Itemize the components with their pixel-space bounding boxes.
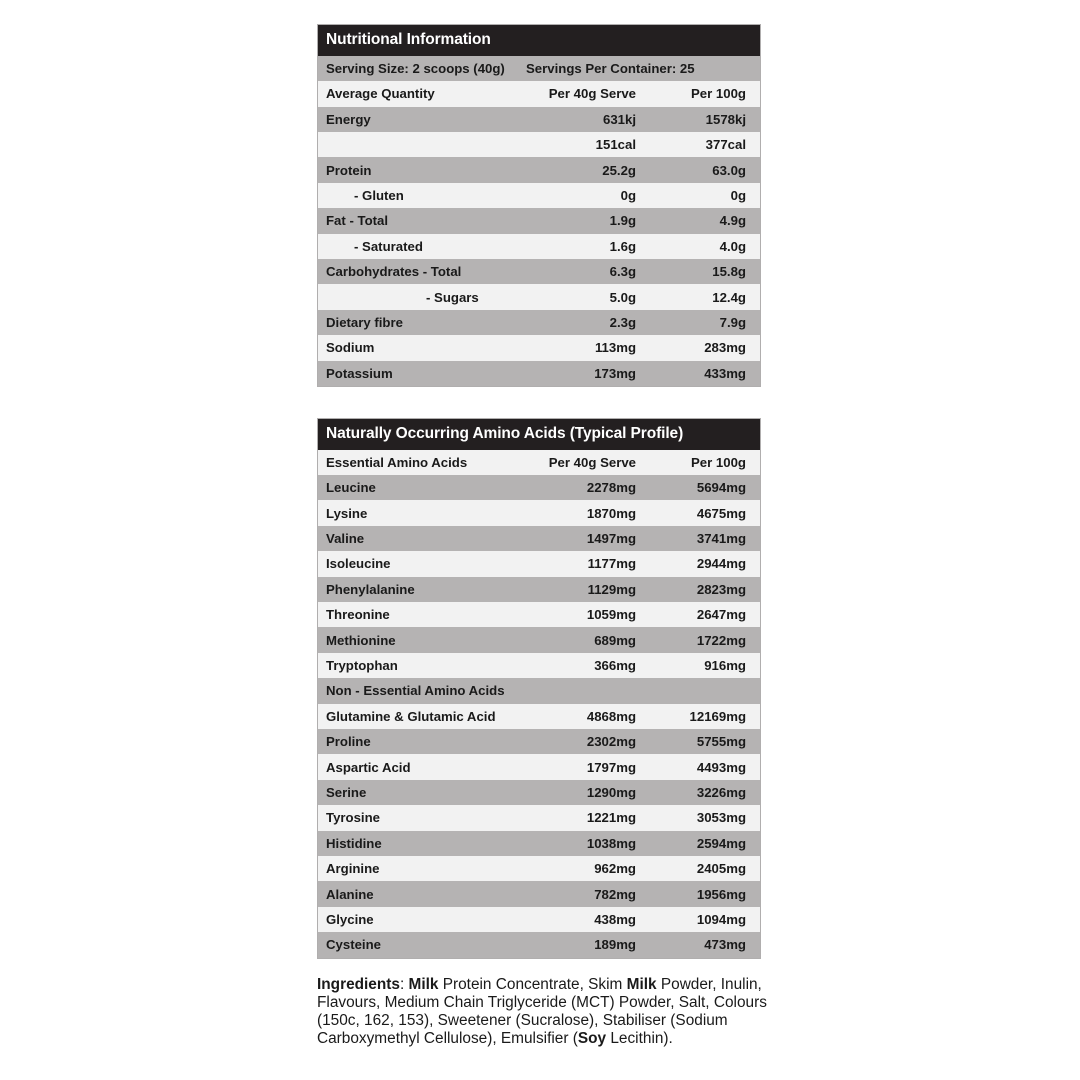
amino-row-label: Serine bbox=[326, 784, 367, 800]
amino-column-header-row bbox=[318, 450, 760, 475]
amino-row-per-serve-value: 1497mg bbox=[586, 531, 636, 547]
nutrition-row-per-serve-value: 5.0g bbox=[609, 289, 636, 305]
amino-row-per-serve-value: 1059mg bbox=[586, 607, 636, 623]
nutrition-row-label: Protein bbox=[326, 162, 372, 178]
amino-row bbox=[318, 526, 760, 551]
nutrition-row-per-serve-value: 0g bbox=[620, 187, 636, 203]
per-serve-header: Per 40g Serve bbox=[548, 86, 636, 102]
ingredient-segment-5: Powder, Inulin, Flavours, Medium Chain Triglyceride (MCT) Powder, Salt, Colours (150c, 162, 153), Sweetener (Sucralose), Stabiliser (Sodium Carboxymethyl Cellulose), Emulsifier ( bbox=[317, 975, 767, 1047]
amino-row-label: Aspartic Acid bbox=[326, 759, 411, 775]
nutrition-row bbox=[318, 259, 760, 284]
amino-row-per-100g-value: 2823mg bbox=[696, 581, 746, 597]
nutrition-row bbox=[318, 310, 760, 335]
nutrition-row-per-serve-value: 113mg bbox=[594, 340, 636, 356]
ingredient-segment-6: Soy bbox=[577, 1029, 607, 1047]
servings-per-container-label: Servings Per Container: 25 bbox=[526, 61, 695, 76]
nutrition-row-label: - Saturated bbox=[354, 238, 423, 254]
amino-row-per-serve-value: 366mg bbox=[594, 658, 636, 674]
amino-row-per-100g-value: 2405mg bbox=[696, 861, 746, 877]
nutrition-row-per-100g-value: 0g bbox=[730, 187, 746, 203]
ingredient-segment-2: Milk bbox=[408, 975, 439, 993]
amino-row-per-serve-value: 4868mg bbox=[586, 708, 636, 724]
amino-row bbox=[318, 881, 760, 906]
ingredient-segment-1: : bbox=[399, 975, 409, 993]
nutrition-row-per-serve-value: 6.3g bbox=[609, 264, 636, 280]
nutrition-row-per-serve-value: 1.6g bbox=[609, 238, 636, 254]
nutrition-row-per-100g-value: 15.8g bbox=[712, 264, 746, 280]
amino-row-label: Histidine bbox=[326, 835, 382, 851]
amino-row-per-serve-value: 1221mg bbox=[586, 810, 636, 826]
amino-row-per-100g-value: 473mg bbox=[704, 937, 746, 953]
amino-row-label: Valine bbox=[326, 531, 365, 547]
amino-row-per-serve-value: 2278mg bbox=[586, 480, 636, 496]
nutrition-row-per-100g-value: 63.0g bbox=[712, 162, 746, 178]
nutrition-row-per-100g-value: 377cal bbox=[705, 137, 746, 153]
amino-row bbox=[318, 907, 760, 932]
amino-row-label: Cysteine bbox=[326, 937, 381, 953]
nutrition-row bbox=[318, 284, 760, 309]
amino-row bbox=[318, 831, 760, 856]
amino-row-per-serve-value: 1038mg bbox=[586, 835, 636, 851]
amino-row-label: Proline bbox=[326, 734, 371, 750]
nutrition-row bbox=[318, 183, 760, 208]
amino-acids-title: Naturally Occurring Amino Acids (Typical Profile) bbox=[318, 419, 760, 450]
amino-row-label: Isoleucine bbox=[326, 556, 391, 572]
amino-row-label: Methionine bbox=[326, 632, 396, 648]
amino-row bbox=[318, 729, 760, 754]
amino-row-per-100g-value: 4675mg bbox=[696, 505, 746, 521]
nutrition-row-per-100g-value: 433mg bbox=[704, 365, 746, 381]
nutritional-information-panel bbox=[317, 24, 761, 387]
ingredient-segment-7: Lecithin). bbox=[606, 1029, 673, 1047]
label-sheet bbox=[317, 0, 767, 1048]
nutrition-row-label: Carbohydrates - Total bbox=[326, 264, 462, 280]
nutrition-row bbox=[318, 335, 760, 360]
ingredients-paragraph bbox=[317, 976, 769, 1048]
nutrition-row-per-100g-value: 283mg bbox=[704, 340, 746, 356]
amino-row-label: Tryptophan bbox=[326, 658, 398, 674]
amino-row-per-100g-value: 2647mg bbox=[696, 607, 746, 623]
amino-per-serve-header: Per 40g Serve bbox=[548, 454, 636, 470]
amino-row-per-serve-value: 962mg bbox=[594, 861, 636, 877]
nutrition-row-per-100g-value: 4.0g bbox=[719, 238, 746, 254]
amino-row-per-100g-value: 916mg bbox=[704, 658, 746, 674]
essential-amino-acids-header: Essential Amino Acids bbox=[326, 454, 468, 470]
nutrition-row-per-100g-value: 12.4g bbox=[712, 289, 746, 305]
amino-row-per-serve-value: 2302mg bbox=[586, 734, 636, 750]
amino-row-label: Glutamine & Glutamic Acid bbox=[326, 708, 496, 724]
nutrition-row-label: - Sugars bbox=[426, 289, 479, 305]
panel-spacer bbox=[317, 387, 761, 418]
essential-amino-acids-body bbox=[318, 475, 760, 678]
amino-row bbox=[318, 475, 760, 500]
amino-row-per-serve-value: 1290mg bbox=[586, 784, 636, 800]
amino-row-per-serve-value: 438mg bbox=[594, 911, 636, 927]
amino-row-per-100g-value: 2944mg bbox=[696, 556, 746, 572]
nutrition-row-per-serve-value: 2.3g bbox=[609, 314, 636, 330]
amino-per-100g-header: Per 100g bbox=[691, 454, 746, 470]
amino-row-per-100g-value: 1094mg bbox=[696, 911, 746, 927]
amino-row bbox=[318, 754, 760, 779]
average-quantity-header: Average Quantity bbox=[326, 86, 435, 102]
nutrition-row bbox=[318, 132, 760, 157]
nutrition-body bbox=[318, 107, 760, 386]
nutrition-row-label: Fat - Total bbox=[326, 213, 389, 229]
nutrition-row bbox=[318, 208, 760, 233]
amino-row-per-serve-value: 1797mg bbox=[586, 759, 636, 775]
amino-row bbox=[318, 627, 760, 652]
amino-row-per-100g-value: 4493mg bbox=[696, 759, 746, 775]
non-essential-amino-acids-header: Non - Essential Amino Acids bbox=[326, 683, 505, 699]
amino-row bbox=[318, 780, 760, 805]
amino-row bbox=[318, 551, 760, 576]
nutritional-information-title: Nutritional Information bbox=[318, 25, 760, 56]
amino-row bbox=[318, 602, 760, 627]
amino-row-label: Arginine bbox=[326, 861, 380, 877]
serving-info-row bbox=[318, 56, 760, 81]
nutrition-row bbox=[318, 361, 760, 386]
amino-rows bbox=[318, 450, 760, 958]
nutrition-row bbox=[318, 157, 760, 182]
amino-row-per-serve-value: 782mg bbox=[594, 886, 636, 902]
nutrition-row-per-100g-value: 4.9g bbox=[719, 213, 746, 229]
amino-row bbox=[318, 856, 760, 881]
amino-row bbox=[318, 577, 760, 602]
amino-row-per-serve-value: 1870mg bbox=[586, 505, 636, 521]
amino-row-per-100g-value: 5755mg bbox=[696, 734, 746, 750]
per-100g-header: Per 100g bbox=[691, 86, 746, 102]
nutrition-row-per-serve-value: 173mg bbox=[594, 365, 636, 381]
amino-row-per-serve-value: 689mg bbox=[594, 632, 636, 648]
amino-row bbox=[318, 704, 760, 729]
nutrition-row-per-100g-value: 7.9g bbox=[719, 314, 746, 330]
amino-row-per-serve-value: 189mg bbox=[594, 937, 636, 953]
nutrition-row-per-serve-value: 631kj bbox=[602, 111, 636, 127]
non-essential-section-header bbox=[318, 678, 760, 703]
nutrition-row-label: - Gluten bbox=[354, 187, 404, 203]
ingredient-segment-3: Protein Concentrate, Skim bbox=[438, 975, 627, 993]
amino-acids-panel bbox=[317, 418, 761, 959]
nutrition-rows bbox=[318, 56, 760, 386]
amino-row-label: Threonine bbox=[326, 607, 390, 623]
nutrition-row bbox=[318, 234, 760, 259]
amino-row bbox=[318, 805, 760, 830]
amino-row-per-100g-value: 12169mg bbox=[689, 708, 746, 724]
amino-row-per-100g-value: 2594mg bbox=[696, 835, 746, 851]
nutrition-row-per-serve-value: 1.9g bbox=[609, 213, 636, 229]
nutrition-row-label: Potassium bbox=[326, 365, 393, 381]
nutrition-row-per-serve-value: 151cal bbox=[595, 137, 636, 153]
amino-row-label: Phenylalanine bbox=[326, 581, 415, 597]
amino-row-label: Alanine bbox=[326, 886, 374, 902]
amino-row-label: Leucine bbox=[326, 480, 376, 496]
nutrition-row bbox=[318, 107, 760, 132]
amino-row-label: Tyrosine bbox=[326, 810, 380, 826]
amino-row-per-100g-value: 3226mg bbox=[696, 784, 746, 800]
amino-row bbox=[318, 932, 760, 957]
nutrition-row-label: Sodium bbox=[326, 340, 375, 356]
amino-row-per-100g-value: 1722mg bbox=[696, 632, 746, 648]
nutrition-row-label: Energy bbox=[326, 111, 371, 127]
nutrition-row-per-serve-value: 25.2g bbox=[602, 162, 636, 178]
ingredient-segment-0: Ingredients bbox=[317, 975, 400, 993]
amino-row-label: Lysine bbox=[326, 505, 368, 521]
amino-row-per-100g-value: 1956mg bbox=[696, 886, 746, 902]
nutrition-column-header-row bbox=[318, 81, 760, 106]
amino-row bbox=[318, 653, 760, 678]
amino-row-per-100g-value: 3741mg bbox=[696, 531, 746, 547]
amino-row-label: Glycine bbox=[326, 911, 374, 927]
non-essential-amino-acids-body bbox=[318, 704, 760, 958]
amino-row-per-100g-value: 3053mg bbox=[696, 810, 746, 826]
serving-size-label: Serving Size: 2 scoops (40g) bbox=[326, 61, 505, 76]
nutrition-row-per-100g-value: 1578kj bbox=[705, 111, 746, 127]
amino-row-per-serve-value: 1177mg bbox=[587, 556, 636, 572]
amino-row-per-serve-value: 1129mg bbox=[587, 581, 636, 597]
amino-row bbox=[318, 500, 760, 525]
amino-row-per-100g-value: 5694mg bbox=[696, 480, 746, 496]
nutrition-row-label: Dietary fibre bbox=[326, 314, 403, 330]
ingredient-segment-4: Milk bbox=[626, 975, 657, 993]
